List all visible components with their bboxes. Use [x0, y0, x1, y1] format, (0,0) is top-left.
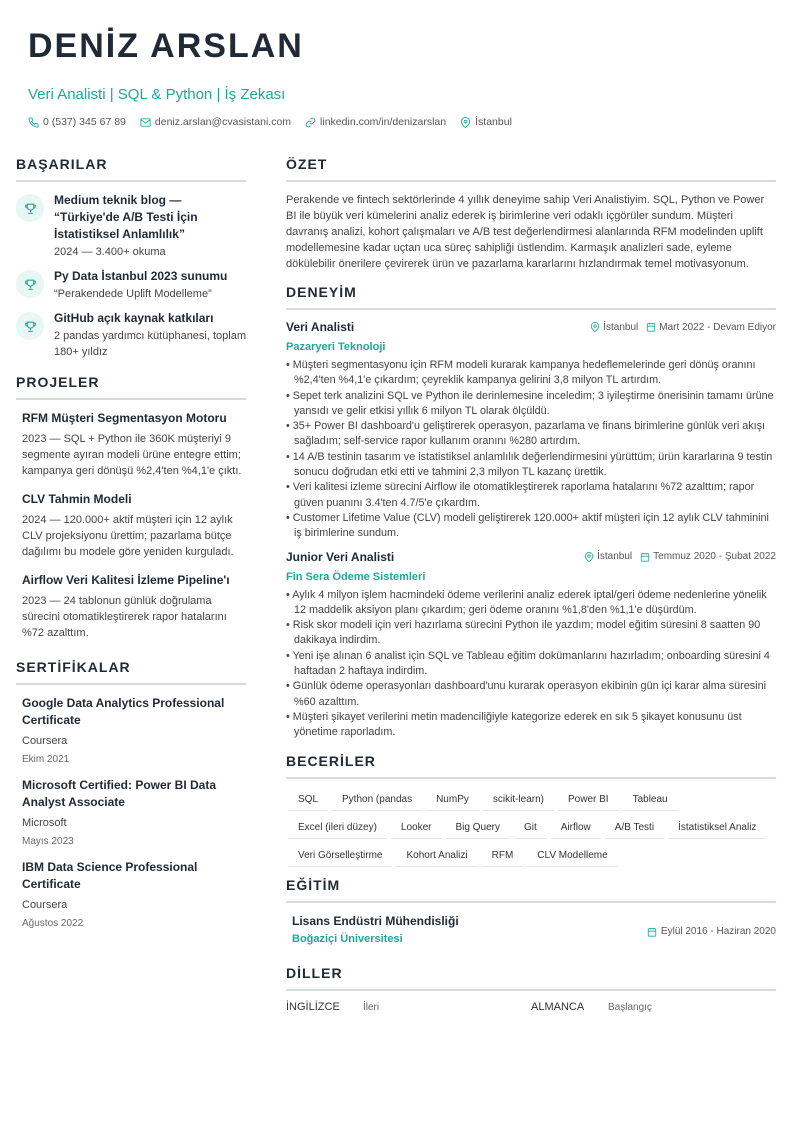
bullet-item: • Risk skor modeli için veri hazırlama sürecini Python ile yazdım; model eğitim süresini 8 saatten 90 dakikaya indirdim.	[286, 618, 776, 649]
certification-item	[16, 777, 246, 849]
skill-tag: RFM	[482, 845, 524, 867]
phone-text: 0 (537) 345 67 89	[43, 116, 126, 128]
achievement-title: Medium teknik blog — “Türkiye'de A/B Testi İçin İstatistiksel Anlamlılık”	[54, 193, 198, 241]
phone-icon	[28, 117, 39, 128]
job-entry	[286, 320, 776, 542]
certification-date: Ekim 2021	[22, 754, 70, 765]
project-item	[16, 491, 246, 560]
education-degree: Lisans Endüstri Mühendisliği	[292, 913, 459, 928]
skill-tag: İstatistiksel Analiz	[668, 817, 766, 839]
bullet-item: • Günlük ödeme operasyonları dashboard'unu kurarak operasyon ekibinin gün içi karar alma süresini %60 azalttım.	[286, 679, 776, 710]
bullet-item: • Müşteri segmentasyonu için RFM modeli kurarak kampanya hedeflemelerinde geri dönüş oranını %2,4'ten %4,1'e çıkardım; çeyreklik kampanya gelirini 3,8 milyon TL artırdım.	[286, 358, 776, 389]
project-desc: 2023 — SQL + Python ile 360K müşteriyi 9 segmente ayıran modeli ürüne entegre ettim; kampanya geri dönüşü %2,4'ten %4,1'e çıktı.	[22, 433, 242, 477]
contact-linkedin[interactable]	[305, 116, 446, 128]
job-bullets	[286, 588, 776, 741]
job-bullets	[286, 358, 776, 542]
skill-tag: A/B Testi	[605, 817, 664, 839]
certification-org: Coursera	[22, 899, 68, 911]
achievement-title: Py Data İstanbul 2023 sunumu	[54, 269, 228, 283]
project-item	[16, 572, 246, 641]
achievements-list	[16, 192, 246, 360]
certification-item	[16, 859, 246, 931]
certification-org: Coursera	[22, 735, 68, 747]
certification-date: Ağustos 2022	[22, 918, 84, 929]
certifications-list	[16, 695, 246, 931]
bullet-item: • 35+ Power BI dashboard'u geliştirerek operasyon, pazarlama ve finans birimlerine günlük veri akışı sağladım; self-service rapor kullanım oranını %280 artırdım.	[286, 419, 776, 450]
achievement-title: GitHub açık kaynak katkıları	[54, 311, 214, 325]
project-title: CLV Tahmin Modeli	[22, 492, 132, 506]
contact-phone[interactable]	[28, 116, 126, 128]
project-desc: 2023 — 24 tablonun günlük doğrulama sürecini otomatikleştirerek rapor hatalarını %72 azalttım.	[22, 595, 227, 639]
email-text: deniz.arslan@cvasistani.com	[154, 116, 292, 128]
bullet-item: • Yeni işe alınan 6 analist için SQL ve Tableau eğitim dokümanlarını hazırladım; onboarding süresini 4 haftadan 2 haftaya indirdim.	[286, 649, 776, 680]
bullet-item: • Veri kalitesi izleme sürecini Airflow ile otomatikleştirerek raporlama hatalarını %72 azalttım; rapor güven puanını 3.4'ten 4.7/5'e çıkardım.	[286, 480, 776, 511]
calendar-icon	[640, 552, 650, 562]
location-text: İstanbul	[475, 116, 512, 128]
job-company: Pazaryeri Teknoloji	[286, 341, 386, 353]
education-school: Boğaziçi Üniversitesi	[292, 932, 403, 945]
skill-tag: Airflow	[551, 817, 601, 839]
bullet-item: • Customer Lifetime Value (CLV) modeli geliştirerek 120.000+ aktif müşteri için 12 aylık CLV tahminini iş birimlerine sundum.	[286, 511, 776, 542]
project-title: Airflow Veri Kalitesi İzleme Pipeline'ı	[22, 573, 230, 587]
skill-tag: scikit-learn)	[483, 789, 554, 811]
skill-tag: Looker	[391, 817, 442, 839]
location-pin-icon	[584, 552, 594, 562]
skill-tag: SQL	[288, 789, 328, 811]
language-level: İleri	[363, 1001, 380, 1013]
skills-heading: BECERİLER	[286, 753, 776, 779]
job-entry	[286, 550, 776, 741]
experience-heading: DENEYİM	[286, 284, 776, 310]
calendar-icon	[646, 322, 656, 332]
resume-header	[28, 26, 778, 128]
achievement-item	[16, 192, 246, 260]
projects-list	[16, 410, 246, 641]
trophy-icon	[16, 312, 44, 340]
job-title: Junior Veri Analisti	[286, 549, 395, 564]
certifications-heading: SERTİFİKALAR	[16, 659, 246, 685]
bullet-item: • 14 A/B testinin tasarım ve istatistiksel anlamlılık değerlendirmesini yürüttüm; ürün kararlarına 9 testin sonucu doğrudan etki etti ve tahmini 2,3 milyon TL kazanç ürettik.	[286, 450, 776, 481]
trophy-icon	[16, 194, 44, 222]
skills-list	[286, 789, 776, 867]
linkedin-text: linkedin.com/in/denizarslan	[320, 116, 447, 128]
contact-bar	[28, 116, 778, 128]
skill-tag: Big Query	[446, 817, 510, 839]
skill-tag: Python (pandas	[332, 789, 422, 811]
bullet-item: • Sepet terk analizini SQL ve Python ile derinlemesine inceledim; 3 iyileştirme önerisinin tamamı ürüne yansıdı ve gelir etkisi yıllık 6 milyon TL olarak ölçüldü.	[286, 389, 776, 420]
certification-title: IBM Data Science Professional Certificate	[22, 860, 198, 891]
certification-date: Mayıs 2023	[22, 836, 74, 847]
skill-tag: Power BI	[558, 789, 619, 811]
projects-heading: PROJELER	[16, 374, 246, 400]
job-title: Veri Analisti	[286, 320, 355, 334]
languages-list	[286, 1001, 776, 1013]
summary-text: Perakende ve fintech sektörlerinde 4 yıllık deneyime sahip Veri Analistiyim. SQL, Python ve Power BI ile büyük veri kümelerini analiz ederek iş birimlerine veri odaklı içgörüler sundum. Müşteri davranış analizi, kohort çalışmaları ve A/B test değerlendirmesi alanlarında RFM modelinden uplift modellemesine kadar uçtan uca süreç sahipliği üstlendim. Karmaşık analizleri sade, eyleme dökülebilir önerilere çevirerek ürün ve pazarlama kararlarını hızlandırmak temel motivasyonum.	[286, 194, 765, 270]
achievement-item	[16, 310, 246, 360]
bullet-item: • Müşteri şikayet verilerini metin madenciliğiyle kategorize ederek en sık 5 şikayet konusunu üst yönetime raporladım.	[286, 710, 776, 741]
right-column	[286, 156, 776, 1013]
contact-location	[460, 116, 512, 128]
education-heading: EĞİTİM	[286, 877, 776, 903]
achievement-item	[16, 268, 246, 302]
certification-item	[16, 695, 246, 767]
skill-tag: Excel (ileri düzey)	[288, 817, 387, 839]
link-icon	[305, 117, 316, 128]
project-title: RFM Müşteri Segmentasyon Motoru	[22, 411, 227, 425]
achievement-desc: 2 pandas yardımcı kütüphanesi, toplam 180+ yıldız	[54, 330, 247, 358]
location-pin-icon	[460, 117, 471, 128]
language-name: ALMANCA	[531, 1000, 585, 1013]
project-item	[16, 410, 246, 479]
job-dates: Temmuz 2020 - Şubat 2022	[653, 551, 776, 563]
project-desc: 2024 — 120.000+ aktif müşteri için 12 aylık CLV projeksiyonu ürettim; pazarlama bütçe dağılımı bu modele göre yeniden kurguladı.	[22, 514, 234, 558]
achievement-desc: “Perakendede Uplift Modelleme”	[54, 288, 212, 300]
skill-tag: Kohort Analizi	[396, 845, 477, 867]
achievement-desc: 2024 — 3.400+ okuma	[54, 246, 166, 258]
candidate-subtitle: Veri Analisti | SQL & Python | İş Zekası	[28, 86, 286, 103]
skill-tag: NumPy	[426, 789, 479, 811]
language-name: İNGİLİZCE	[286, 1000, 340, 1013]
certification-org: Microsoft	[22, 817, 67, 829]
job-location: İstanbul	[603, 321, 639, 333]
candidate-name: DENİZ ARSLAN	[28, 27, 304, 65]
calendar-icon	[647, 927, 657, 937]
education-entry	[286, 913, 776, 947]
languages-heading: DİLLER	[286, 965, 776, 991]
skill-tag: Tableau	[623, 789, 678, 811]
job-location: İstanbul	[597, 551, 633, 563]
skill-tag: Veri Görselleştirme	[288, 845, 392, 867]
education-dates: Eylül 2016 - Haziran 2020	[660, 926, 776, 938]
certification-title: Microsoft Certified: Power BI Data Analyst Associate	[22, 778, 217, 809]
skill-tag: CLV Modelleme	[527, 845, 617, 867]
summary-heading: ÖZET	[286, 156, 776, 182]
left-column	[16, 156, 246, 941]
location-pin-icon	[590, 322, 600, 332]
achievements-heading: BAŞARILAR	[16, 156, 246, 182]
email-icon	[140, 117, 151, 128]
language-item	[286, 1001, 531, 1013]
skill-tag: Git	[514, 817, 547, 839]
language-level: Başlangıç	[608, 1001, 652, 1013]
language-item	[531, 1001, 776, 1013]
job-company: Fin Sera Ödeme Sistemleri	[286, 570, 426, 583]
bullet-item: • Aylık 4 milyon işlem hacmindeki ödeme verilerini analiz ederek iptal/geri ödeme nedenlerine yönelik 12 maddelik aksiyon planı çıkardım; geri ödeme oranını %1,8'den %1,1'e düşürdüm.	[286, 588, 776, 619]
contact-email[interactable]	[140, 116, 291, 128]
job-dates: Mart 2022 - Devam Ediyor	[659, 321, 776, 333]
certification-title: Google Data Analytics Professional Certificate	[22, 696, 225, 727]
trophy-icon	[16, 270, 44, 298]
